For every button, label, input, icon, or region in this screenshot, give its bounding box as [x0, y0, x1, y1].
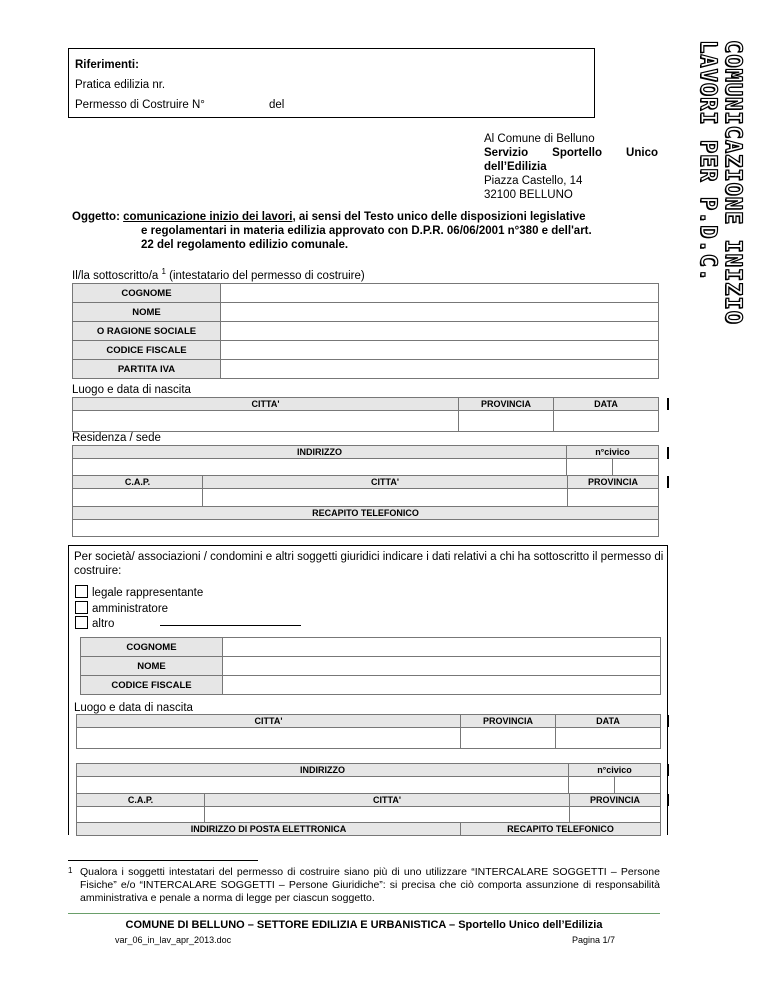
- nascita-label: Luogo e data di nascita: [72, 384, 191, 396]
- nascita-provincia-header: PROVINCIA: [459, 398, 554, 411]
- side-title: [695, 40, 745, 420]
- soc-codice-fiscale-field[interactable]: [223, 676, 661, 695]
- footnote-separator: [68, 860, 258, 861]
- oggetto-text3: 22 del regolamento edilizio comunale.: [141, 239, 349, 251]
- address-line2: [484, 146, 658, 160]
- footnote: [68, 866, 660, 905]
- permesso-row: [75, 95, 588, 115]
- nascita-citta-header: CITTA': [73, 398, 459, 411]
- soc-cognome-label: COGNOME: [81, 638, 223, 657]
- address-line3: dell’Edilizia: [484, 161, 547, 173]
- soc-nascita-citta-header: CITTA': [77, 715, 461, 728]
- soc-recapito-header: RECAPITO TELEFONICO: [461, 823, 661, 836]
- codice-fiscale-label: CODICE FISCALE: [73, 341, 221, 360]
- nascita-provincia-field[interactable]: [459, 411, 554, 432]
- nome-label: NOME: [73, 303, 221, 322]
- footnote-ref: 1: [161, 267, 166, 276]
- codice-fiscale-field[interactable]: [221, 341, 659, 360]
- margin-mark: [667, 794, 669, 806]
- permesso-label: Permesso di Costruire N°: [75, 99, 205, 111]
- recapito-field[interactable]: [73, 520, 659, 537]
- soc-nascita-data-field[interactable]: [556, 728, 661, 749]
- option-legale-label: legale rappresentante: [92, 587, 204, 599]
- societa-intro: Per società/ associazioni / condomini e altri soggetti giuridici indicare i dati relativi a chi ha sottoscritto il permesso di costruire:: [74, 551, 664, 577]
- margin-mark: [667, 476, 669, 488]
- footnote-number: 1: [68, 866, 73, 875]
- oggetto-text2: e regolamentari in materia edilizia approvato con D.P.R. 06/06/2001 n°380 e dell'art.: [141, 225, 592, 237]
- margin-mark: [667, 398, 669, 410]
- soc-nascita-provincia-field[interactable]: [461, 728, 556, 749]
- soc-nascita-provincia-header: PROVINCIA: [461, 715, 556, 728]
- footer-file: var_06_in_lav_apr_2013.doc: [115, 935, 232, 945]
- altro-line: [160, 625, 301, 626]
- pratica-label: Pratica edilizia nr.: [75, 79, 166, 91]
- margin-mark: [667, 764, 669, 776]
- oggetto-label: Oggetto:: [72, 211, 120, 223]
- address-line4: Piazza Castello, 14: [484, 175, 583, 187]
- soc-email-header: INDIRIZZO DI POSTA ELETTRONICA: [77, 823, 461, 836]
- soc-indirizzo-table: [76, 763, 661, 796]
- recipient-address: [484, 132, 658, 202]
- ragione-sociale-label: O RAGIONE SOCIALE: [73, 322, 221, 341]
- cognome-label: COGNOME: [73, 284, 221, 303]
- nome-field[interactable]: [221, 303, 659, 322]
- oggetto-block: [72, 210, 664, 252]
- partita-iva-label: PARTITA IVA: [73, 360, 221, 379]
- footer-title: COMUNE DI BELLUNO – SETTORE EDILIZIA E URBANISTICA – Sportello Unico dell’Edilizia: [125, 919, 603, 931]
- citta-header: CITTA': [203, 476, 568, 489]
- provincia-header: PROVINCIA: [568, 476, 659, 489]
- soc-provincia-header: PROVINCIA: [570, 794, 661, 807]
- option-amministratore-label: amministratore: [92, 602, 169, 615]
- oggetto-line1: [72, 210, 664, 224]
- option-altro-label: altro: [92, 618, 115, 630]
- footnote-text: Qualora i soggetti intestatari del permesso di costruire siano più di uno utilizzare “INTERCALARE SOGGETTI – Persone Fisiche” e/o “INTERCALARE SOGGETTI – Persone Giuridiche”: si precisa che ciò comporta assunzione di responsabilità amministrativa e penale a norma di legge per ciascun soggetto.: [80, 866, 660, 904]
- citta-field[interactable]: [203, 489, 568, 508]
- address-line2c: Unico: [626, 147, 658, 159]
- soc-codice-fiscale-label: CODICE FISCALE: [81, 676, 223, 695]
- option-legale[interactable]: [75, 585, 203, 601]
- nascita-table: [72, 397, 659, 432]
- partita-iva-field[interactable]: [221, 360, 659, 379]
- riferimenti-box: [68, 48, 595, 118]
- soc-contatti-table: [76, 822, 661, 836]
- cap-field[interactable]: [73, 489, 203, 508]
- residenza-table-2: [72, 475, 659, 508]
- nascita-data-field[interactable]: [554, 411, 659, 432]
- sottoscritto-intro-a: Il/la sottoscritto/a: [72, 269, 159, 282]
- address-line1: Al Comune di Belluno: [484, 133, 595, 145]
- provincia-field[interactable]: [568, 489, 659, 508]
- recapito-header: RECAPITO TELEFONICO: [73, 507, 659, 520]
- checkbox[interactable]: [75, 616, 88, 629]
- soc-cap-header: C.A.P.: [77, 794, 205, 807]
- option-amministratore[interactable]: [75, 601, 203, 617]
- soc-cognome-field[interactable]: [223, 638, 661, 657]
- side-title-text: COMUNICAZIONE INIZIO LAVORI PER P.D.C.: [695, 40, 745, 325]
- soc-nome-field[interactable]: [223, 657, 661, 676]
- soc-nascita-label: Luogo e data di nascita: [74, 702, 193, 714]
- checkbox[interactable]: [75, 585, 88, 598]
- oggetto-text1: , ai sensi del Testo unico delle disposizioni legislative: [292, 211, 586, 223]
- ragione-sociale-field[interactable]: [221, 322, 659, 341]
- margin-mark: [667, 715, 669, 727]
- soc-nascita-table: [76, 714, 661, 749]
- sottoscritto-intro-b: (intestatario del permesso di costruire): [169, 269, 365, 282]
- riferimenti-title: Riferimenti:: [75, 59, 139, 71]
- indirizzo-header: INDIRIZZO: [73, 446, 567, 459]
- sottoscritto-intro: [72, 267, 365, 282]
- del-label: del: [269, 99, 285, 111]
- footer-meta: [115, 935, 615, 945]
- soc-civico-header: n°civico: [569, 764, 661, 777]
- option-altro[interactable]: [75, 616, 203, 632]
- soc-nome-label: NOME: [81, 657, 223, 676]
- soc-indirizzo-header: INDIRIZZO: [77, 764, 569, 777]
- sottoscritto-table: [72, 283, 659, 379]
- soc-citta-header: CITTA': [205, 794, 570, 807]
- address-line2b: Sportello: [552, 147, 602, 159]
- soc-nascita-citta-field[interactable]: [77, 728, 461, 749]
- residenza-table-3: [72, 506, 659, 537]
- cognome-field[interactable]: [221, 284, 659, 303]
- nascita-data-header: DATA: [554, 398, 659, 411]
- civico-header: n°civico: [567, 446, 659, 459]
- margin-mark: [667, 447, 669, 459]
- residenza-label: Residenza / sede: [72, 432, 161, 444]
- footer-page: Pagina 1/7: [571, 935, 615, 945]
- footer-rule: [68, 913, 660, 914]
- nascita-citta-field[interactable]: [73, 411, 459, 432]
- residenza-table-1: [72, 445, 659, 478]
- address-line2a: Servizio: [484, 147, 529, 159]
- checkbox[interactable]: [75, 601, 88, 614]
- oggetto-link: comunicazione inizio dei lavori: [123, 211, 293, 223]
- cap-header: C.A.P.: [73, 476, 203, 489]
- societa-person-table: [80, 637, 661, 695]
- address-line5: 32100 BELLUNO: [484, 189, 573, 201]
- soc-nascita-data-header: DATA: [556, 715, 661, 728]
